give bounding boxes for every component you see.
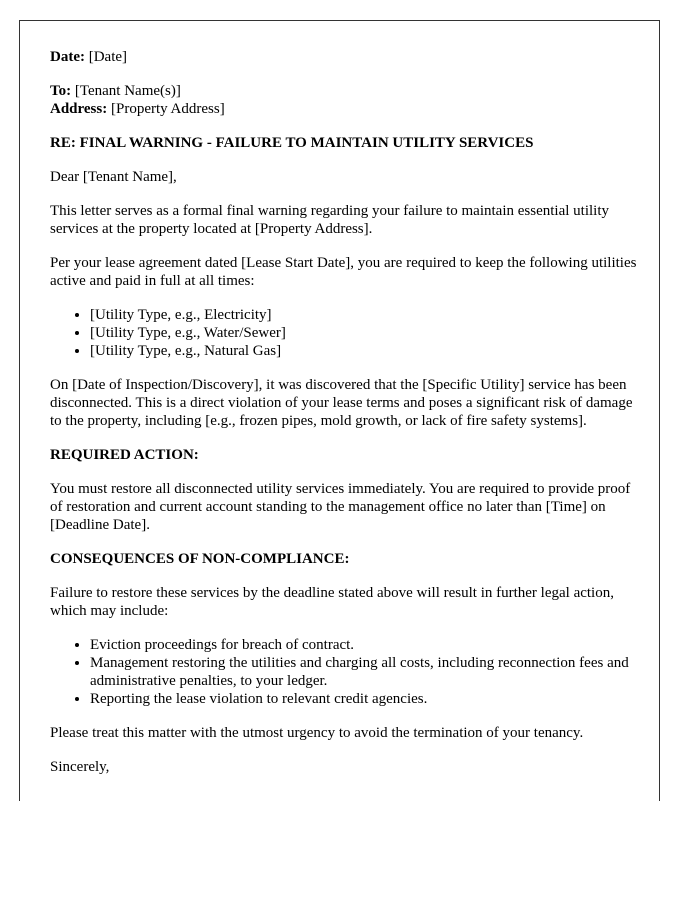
list-item: • [Utility Type, e.g., Water/Sewer] — [90, 324, 640, 342]
address-label: Address: — [50, 101, 108, 117]
date-line — [50, 48, 640, 66]
consequences-paragraph: Failure to restore these services by the deadline stated above will result in further legal action, which may include: — [50, 585, 614, 619]
list-item: • Eviction proceedings for breach of contract. — [90, 636, 640, 654]
list-item: • Management restoring the utilities and charging all costs, including reconnection fees and administrative penalties, to your ledger. — [90, 654, 640, 690]
closing-paragraph: Please treat this matter with the utmost urgency to avoid the termination of your tenancy. — [50, 725, 584, 741]
list-item: • [Utility Type, e.g., Natural Gas] — [90, 342, 640, 360]
salutation: Dear [Tenant Name], — [50, 169, 177, 185]
date-value: [Date] — [88, 49, 128, 65]
sign-off: Sincerely, — [50, 759, 110, 775]
to-label: To: — [50, 83, 72, 99]
consequences-list — [50, 636, 640, 708]
consequences-heading: CONSEQUENCES OF NON-COMPLIANCE: — [50, 551, 350, 567]
address-value: [Property Address] — [110, 101, 225, 117]
required-action-heading: REQUIRED ACTION: — [50, 447, 199, 463]
required-action-paragraph: You must restore all disconnected utility services immediately. You are required to provide proof of restoration and current account standing to the management office no later than [Time] on [Deadline Date]. — [50, 481, 631, 533]
date-label: Date: — [50, 49, 85, 65]
to-value: [Tenant Name(s)] — [74, 83, 181, 99]
inspection-paragraph: On [Date of Inspection/Discovery], it was discovered that the [Specific Utility] service has been disconnected. This is a direct violation of your lease terms and poses a significant risk of damage to the property, including [e.g., frozen pipes, mold growth, or lack of fire safety systems]. — [50, 377, 633, 429]
subject-line: RE: FINAL WARNING - FAILURE TO MAINTAIN UTILITY SERVICES — [50, 135, 534, 151]
address-line — [50, 100, 640, 118]
letter-body — [50, 48, 640, 792]
utilities-list — [50, 306, 640, 360]
to-line — [50, 82, 640, 100]
list-item: • Reporting the lease violation to relevant credit agencies. — [90, 690, 640, 708]
letter-page — [19, 20, 660, 801]
intro-paragraph: This letter serves as a formal final warning regarding your failure to maintain essential utility services at the property located at [Property Address]. — [50, 203, 609, 237]
list-item: • [Utility Type, e.g., Electricity] — [90, 306, 640, 324]
lease-paragraph: Per your lease agreement dated [Lease Start Date], you are required to keep the following utilities active and paid in full at all times: — [50, 255, 637, 289]
